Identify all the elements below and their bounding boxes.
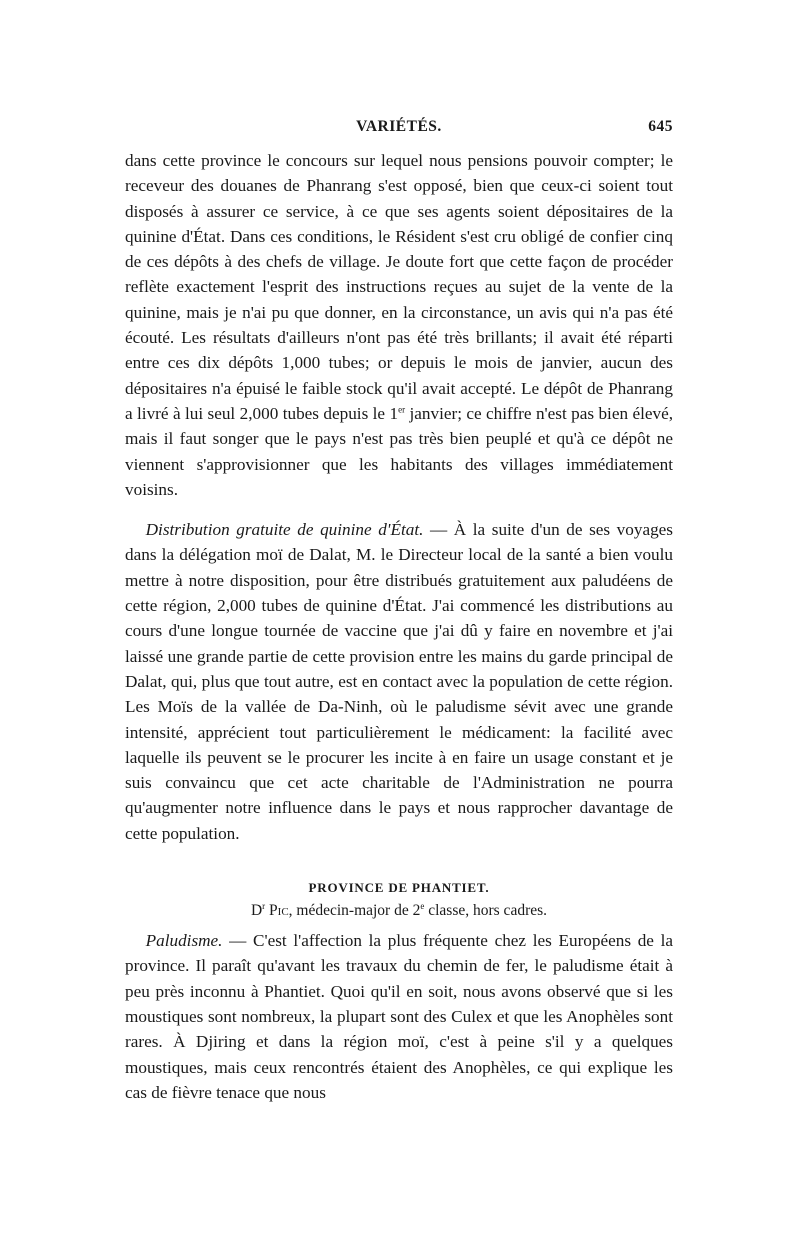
paragraph-phanrang-depots — [125, 148, 673, 502]
author-rank-end: classe, hors cadres. — [424, 902, 548, 920]
paragraph-text: — À la suite d'un de ses voyages dans la délégation moï de Dalat, M. le Directeur local de la santé a bien voulu mettre à notre disposition, pour être distribués gratuitement aux paludéens de cette région, 2,000 tubes de quinine d'État. J'ai commencé les distributions au cours d'une longue tournée de vaccine que j'ai dû y faire en novembre et j'ai laissé une grande partie de cette provision entre les mains du garde principal de Dalat, qui, plus que tout autre, est en contact avec la population de cette région. Les Moïs de la vallée de Da-Ninh, où le paludisme sévit avec une grande intensité, apprécient tout particulièrement le médicament: la facilité avec laquelle ils peuvent se le procurer les incite à en faire un usage constant et je suis convaincu que cet acte charitable de l'Administration ne pourra qu'augmenter notre influence dans le pays et nous rapprocher davantage de cette population. — [125, 520, 673, 843]
author-rank-superscript: e — [420, 900, 425, 911]
paragraph-lead-italic: Distribution gratuite de quinine d'État. — [145, 520, 424, 540]
author-title: D — [250, 902, 263, 920]
paragraph-paludisme — [125, 928, 673, 1105]
section-heading: PROVINCE DE PHANTIET. — [308, 880, 490, 896]
ordinal-superscript: er — [398, 404, 406, 415]
document-page — [125, 118, 673, 1105]
page-number: 645 — [648, 118, 673, 135]
paragraph-text-end: janvier; ce chiffre n'est pas bien élevé, mais il faut songer que le pays n'est pas très bien peuplé et qu'à ce dépôt ne viennent s'approvisionner que les habitants des villages immédiatement voisins. — [125, 403, 673, 499]
paragraph-free-quinine — [125, 517, 673, 846]
paragraph-lead-italic: Paludisme. — [145, 931, 223, 951]
author-title-superscript: r — [262, 900, 266, 911]
paragraph-text: — C'est l'affection la plus fréquente chez les Européens de la province. Il paraît qu'avant les travaux du chemin de fer, le paludisme était à peu près inconnu à Phantiet. Quoi qu'il en soit, nous avons observé que si les moustiques sont nombreux, la plupart sont des Culex et que les Anophèles sont rares. À Djiring et dans la région moï, c'est à peine s'il y a quelques moustiques, mais ceux rencontrés étaient des Anophèles, ce qui explique les cas de fièvre tenace que nous — [125, 931, 673, 1102]
author-line — [125, 902, 673, 920]
author-name: Pic — [265, 902, 289, 920]
paragraph-text: dans cette province le concours sur lequel nous pensions pouvoir compter; le receveur des douanes de Phanrang s'est opposé, bien que ceux-ci soient tout disposés à assurer ce service, à ce que ses agents soient dépositaires de la quinine d'État. Dans ces conditions, le Résident s'est cru obligé de confier cinq de ces dépôts à des chefs de village. Je doute fort que cette façon de procéder reflète exactement l'esprit des instructions reçues au sujet de la vente de la quinine, mais je n'ai pu que donner, en la circonstance, un avis qui n'a pas été écouté. Les résultats d'ailleurs n'ont pas été très brillants; il avait été réparti entre ces dix dépôts 1,000 tubes; or depuis le mois de janvier, aucun des dépositaires n'a épuisé le faible stock qu'il avait accepté. Le dépôt de Phanrang a livré à lui seul 2,000 tubes depuis le 1 — [125, 151, 673, 423]
running-head — [125, 118, 673, 142]
author-rank: , médecin-major de 2 — [288, 902, 421, 920]
running-title: VARIÉTÉS. — [356, 118, 442, 135]
